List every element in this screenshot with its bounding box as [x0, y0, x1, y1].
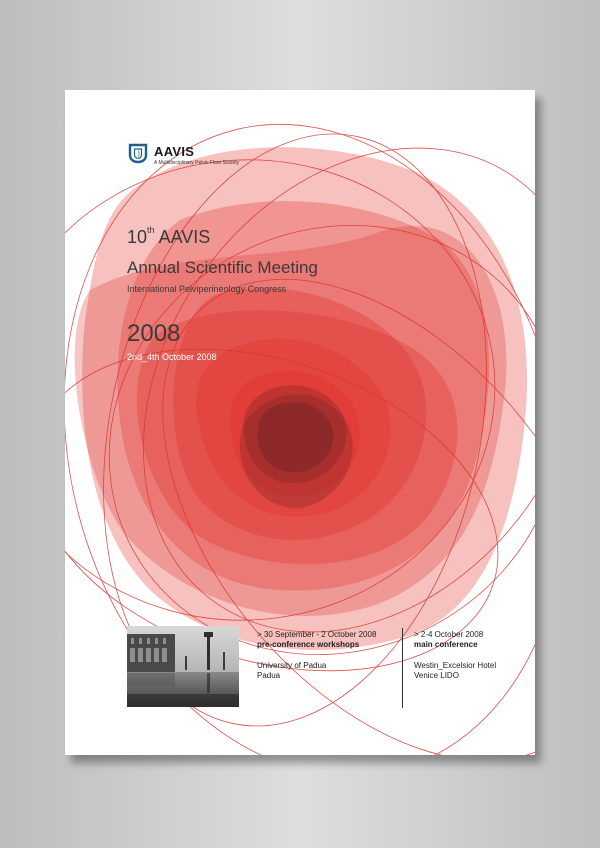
pre-conference-dates: > 30 September - 2 October 2008: [257, 630, 377, 639]
column-divider: [402, 628, 403, 708]
aavis-logo-icon: [127, 142, 149, 164]
edition-name: AAVIS: [158, 227, 211, 247]
venice-photo: [127, 626, 239, 707]
main-conference-dates: > 2-4 October 2008: [414, 630, 484, 639]
main-conference-label: main conference: [414, 640, 478, 649]
congress-subtitle: International Pelviperineology Congress: [127, 284, 287, 294]
pre-conference-city: Padua: [257, 671, 281, 680]
logo-tagline: A Multidisciplinary Pelvic Floor Society: [154, 160, 240, 166]
event-dates: 2nd_4th October 2008: [127, 352, 217, 362]
main-conference-info: [414, 630, 496, 681]
meeting-title: Annual Scientific Meeting: [127, 258, 318, 277]
logo-name: AAVIS: [154, 144, 195, 159]
edition-title: [127, 227, 210, 248]
main-conference-city: Venice LIDO: [414, 671, 459, 680]
main-conference-venue: Westin_Excelsior Hotel: [414, 661, 497, 670]
brochure-cover: [65, 90, 535, 755]
edition-number: 10: [127, 227, 148, 247]
pre-conference-venue: University of Padua: [257, 661, 327, 670]
event-year: 2008: [127, 320, 181, 347]
pre-conference-info: [257, 630, 376, 681]
edition-suffix: th: [147, 225, 155, 235]
pre-conference-label: pre-conference workshops: [257, 640, 360, 649]
